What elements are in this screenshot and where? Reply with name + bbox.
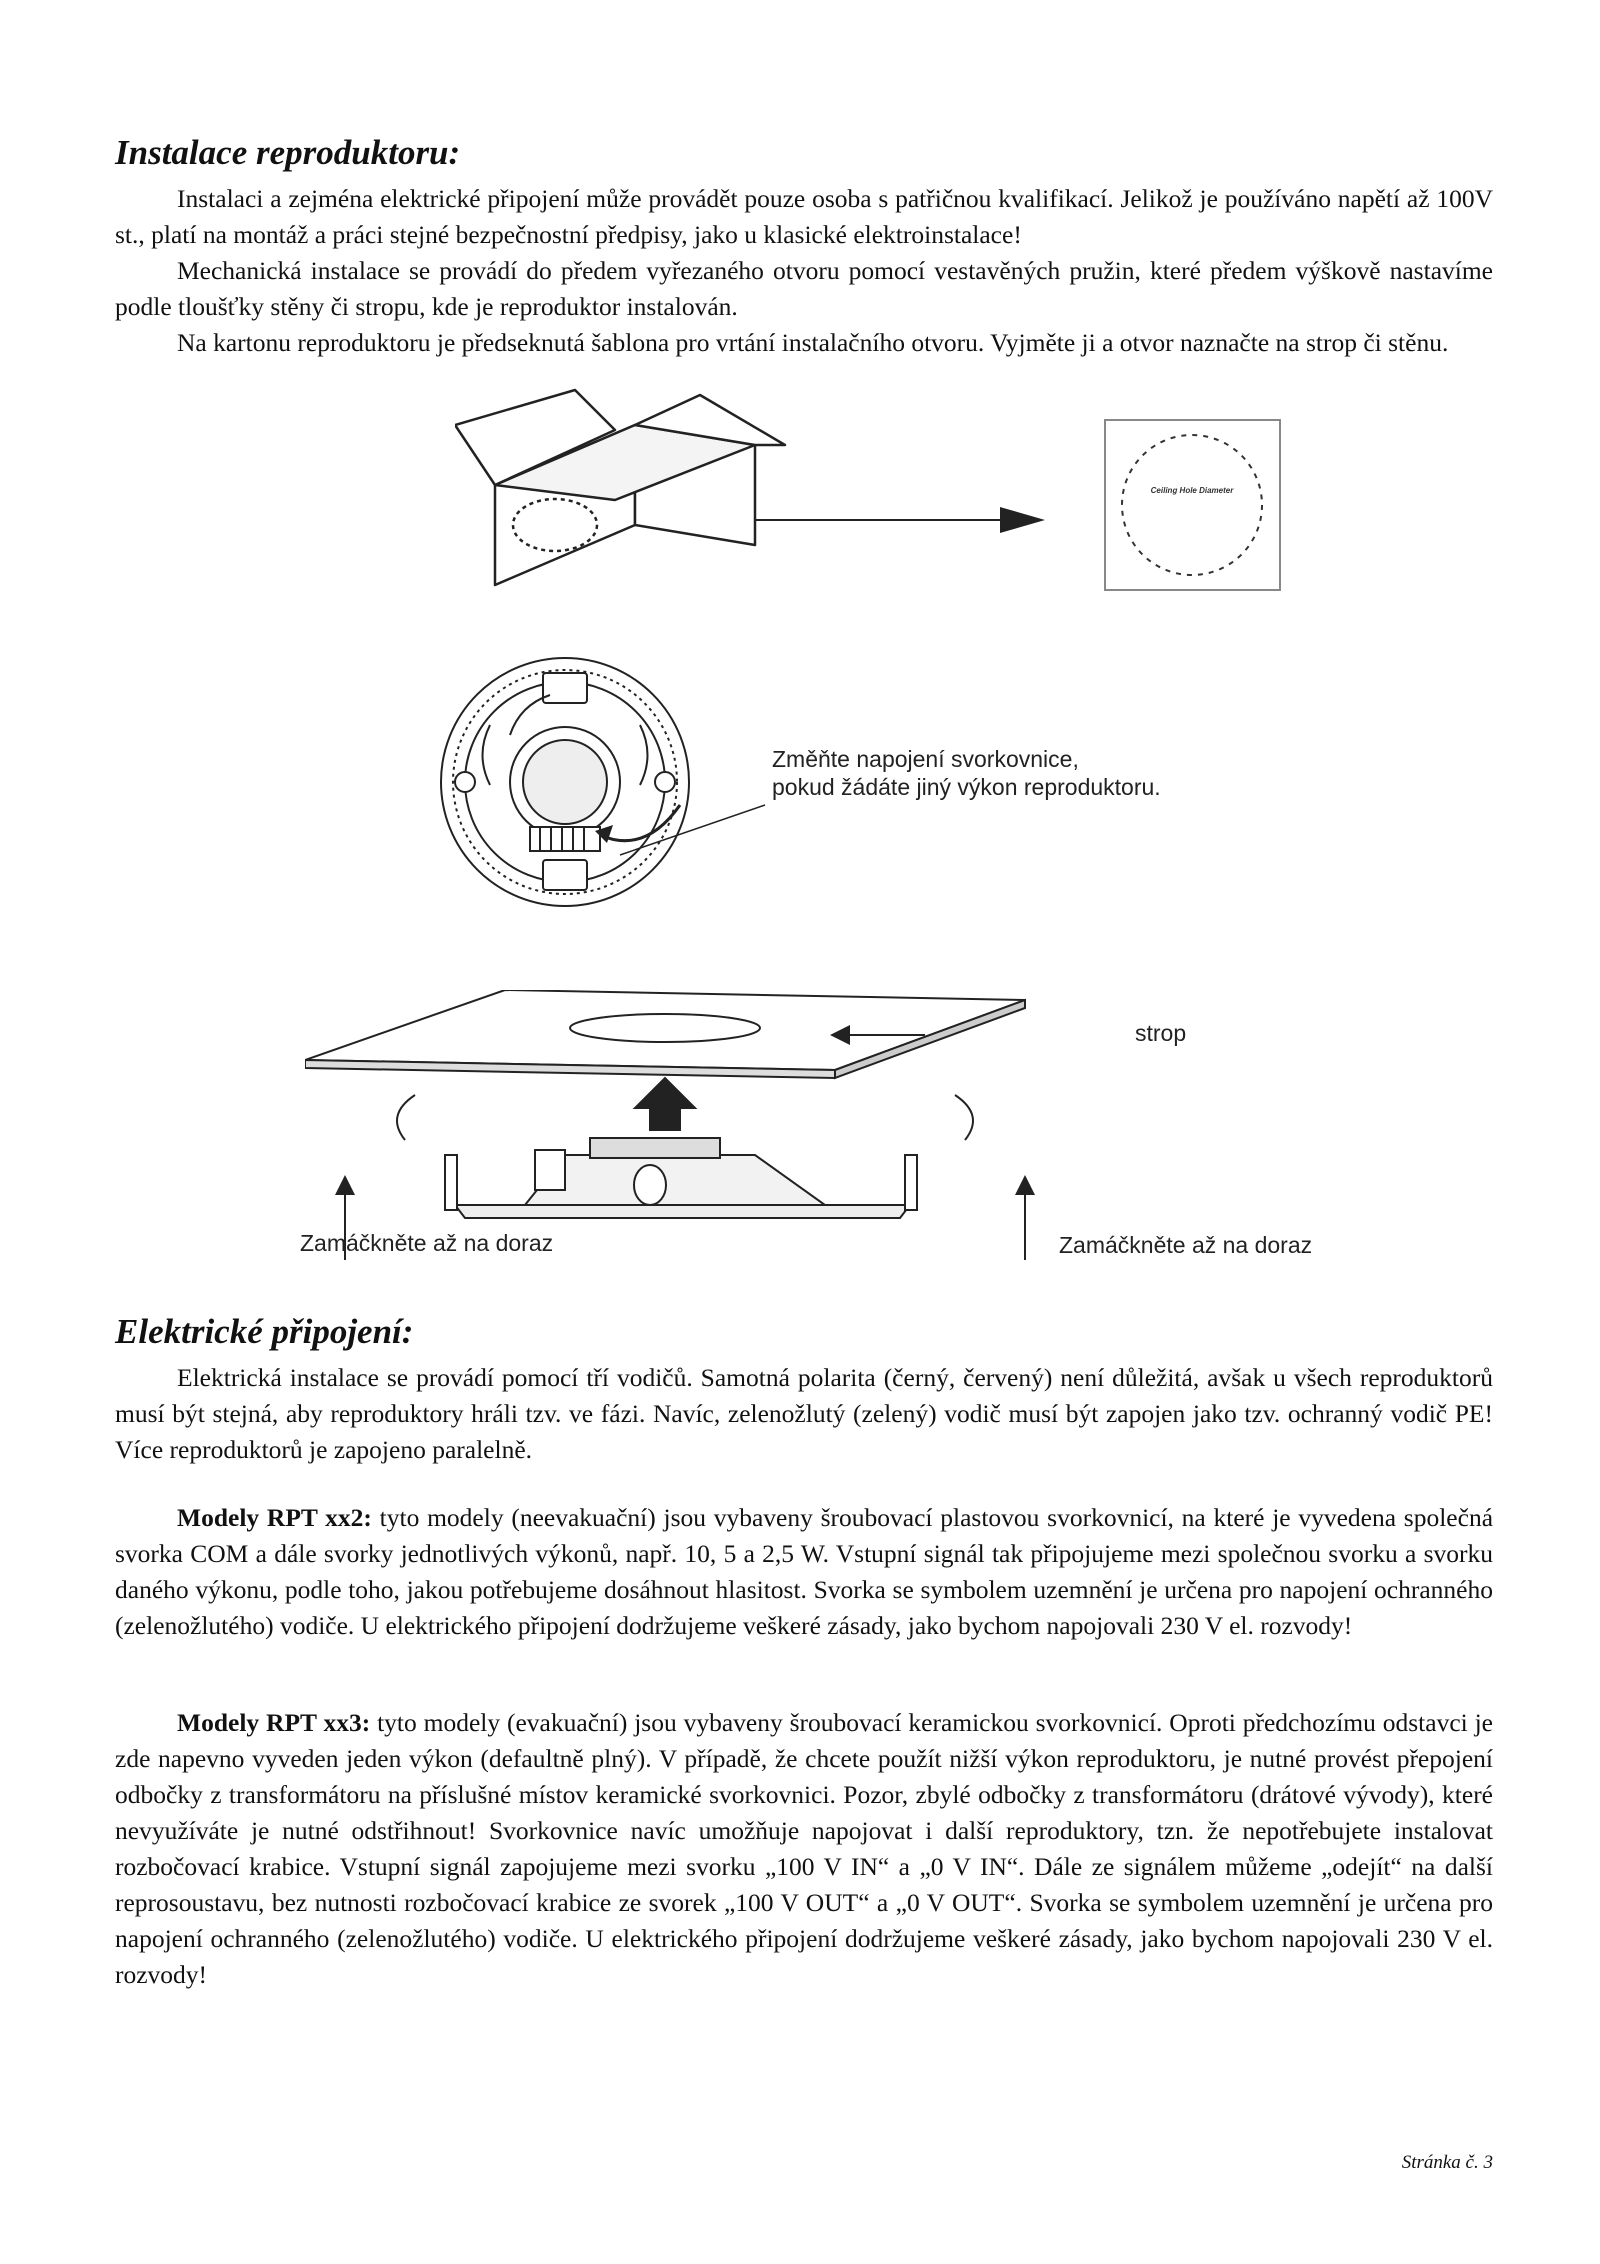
- template-label: Ceiling Hole Diameter: [1150, 486, 1234, 495]
- terminal-note-line1: Změňte napojení svorkovnice,: [772, 746, 1079, 772]
- carton-template-illustration: [455, 385, 1295, 600]
- ceiling-mounting-illustration: [305, 990, 1185, 1260]
- model-xx2-paragraph: [115, 1500, 1493, 1644]
- page-number: Stránka č. 3: [1401, 2152, 1493, 2173]
- paragraph: Na kartonu reproduktoru je předseknutá šablona pro vrtání instalačního otvoru. Vyjměte ji a otvor naznačte na strop či stěnu.: [177, 328, 1449, 357]
- leader-line: [615, 800, 815, 860]
- model-xx3-paragraph: [115, 1705, 1493, 1993]
- model-xx3-text: tyto modely (evakuační) jsou vybaveny šroubovací keramickou svorkovnicí. Oproti předchozímu odstavci je zde napevno vyveden jeden výkon (defaultně plný). V případě, že chcete použít nižší výkon reproduktoru, je nutné provést přepojení odbočky z transformátoru na příslušné místov keramické svorkovnici. Pozor, zbylé odbočky z transformátoru (drátové vývody), které nevyužíváte je nutné odstřihnout! Svorkovnice navíc umožňuje napojovat i další reproduktory, tzn. že nepotřebujete instalovat rozbočovací krabice. Vstupní signál zapojujeme mezi svorku „100 V IN“ a „0 V IN“. Dále ze signálem můžeme „odejít“ na další reprosoustavu, bez nutnosti rozbočovací krabice ze svorek „100 V OUT“ a „0 V OUT“. Svorka se symbolem uzemnění je určena pro napojení ochranného (zelenožlutého) vodiče. U elektrického připojení dodržujeme veškeré zásady, jako bychom napojovali 230 V el. rozvody!: [115, 1708, 1494, 1989]
- press-label-right: Zamáčkněte až na doraz: [1059, 1232, 1313, 1258]
- model-xx2-text: tyto modely (neevakuační) jsou vybaveny šroubovací plastovou svorkovnicí, na které je vyvedena společná svorka COM a dále svorky jednotlivých výkonů, např. 10, 5 a 2,5 W. Vstupní signál tak připojujeme mezi společnou svorku a svorku daného výkonu, podle toho, jakou potřebujeme dosáhnout hlasitost. Svorka se symbolem uzemnění je určena pro napojení ochranného (zelenožlutého) vodiče. U elektrického připojení dodržujeme veškeré zásady, jako bychom napojovali 230 V el. rozvody!: [115, 1503, 1494, 1640]
- press-label-left: Zamáčkněte až na doraz: [300, 1230, 554, 1256]
- ceiling-label: strop: [1135, 1020, 1187, 1046]
- paragraph: Elektrická instalace se provádí pomocí tří vodičů. Samotná polarita (černý, červený) není důležitá, avšak u všech reproduktorů musí být stejná, aby reproduktory hráli tzv. ve fázi. Navíc, zelenožlutý (zelený) vodič musí být zapojen jako tzv. ochranný vodič PE! Více reproduktorů je zapojeno paralelně.: [115, 1363, 1493, 1464]
- installation-text: [115, 181, 1493, 361]
- model-xx3-label: Modely RPT xx3:: [177, 1708, 371, 1737]
- paragraph: Mechanická instalace se provádí do předem vyřezaného otvoru pomocí vestavěných pružin, které předem výškově nastavíme podle tloušťky stěny či stropu, kde je reproduktor instalován.: [115, 256, 1493, 321]
- speaker-rear-view: [435, 655, 695, 910]
- model-xx2-label: Modely RPT xx2:: [177, 1503, 372, 1532]
- section-title-electrical: Elektrické připojení:: [115, 1312, 414, 1351]
- paragraph: Instalaci a zejména elektrické připojení může provádět pouze osoba s patřičnou kvalifikací. Jelikož je používáno napětí až 100V st., platí na montáž a práci stejné bezpečnostní předpisy, jako u klasické elektroinstalace!: [115, 184, 1493, 249]
- electrical-intro: [115, 1360, 1493, 1468]
- section-title-installation: Instalace reproduktoru:: [115, 133, 461, 172]
- terminal-note-line2: pokud žádáte jiný výkon reproduktoru.: [772, 774, 1161, 800]
